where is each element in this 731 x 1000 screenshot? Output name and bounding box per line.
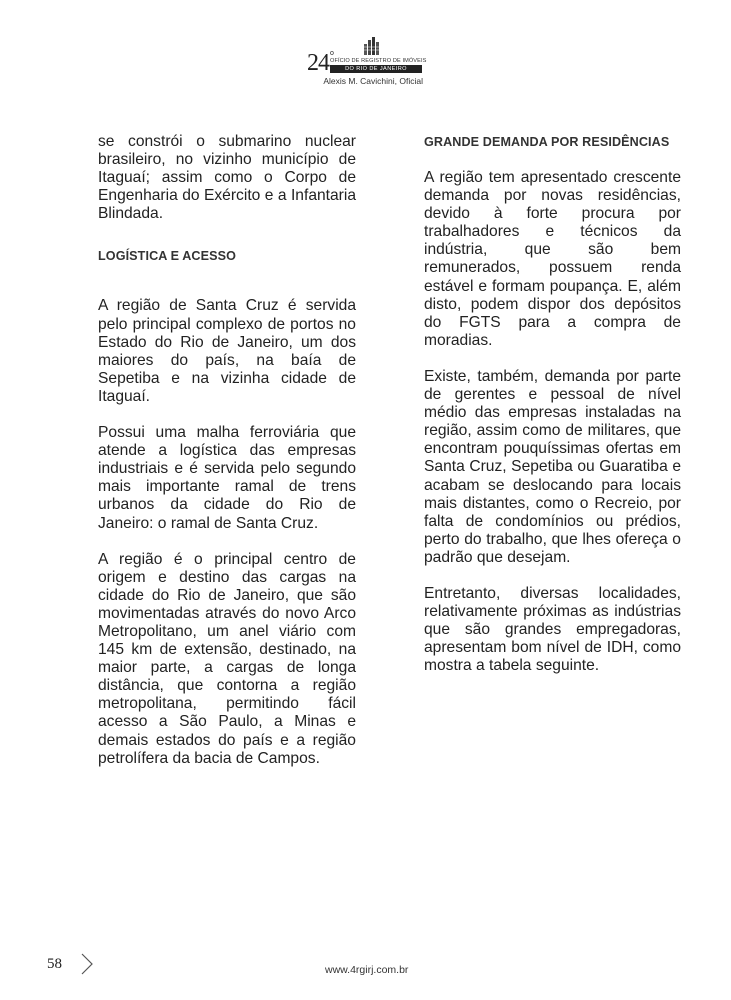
logo-numeral: 24 [307,50,329,76]
right-column [424,133,681,675]
logo-city-name: DO RIO DE JANEIRO [330,65,422,73]
building-icon [363,37,381,55]
officer-name: Alexis M. Cavichini, Oficial [323,76,423,86]
paragraph-managers: Existe, também, demanda por parte de gerentes e pessoal de nível médio das empresas instaladas na região, assim como de militares, que encontram pouquíssimas ofertas em Santa Cruz, Sepetiba ou Guaratiba e acabam se deslocando para locais mais distantes, como o Recreio, por falta de condomínios ou prédios, perto do trabalho, que lhes ofereça o padrão que desejam. [424,367,681,566]
paragraph-demand: A região tem apresentado crescente demanda por novas residências, devido à forte procura por trabalhadores e técnicos da indústria, que são bem remunerados, possuem renda estável e formam poupança. E, além disto, podem dispor dos depósitos do FGTS para a compra de moradias. [424,169,681,349]
paragraph-submarine: se constrói o submarino nuclear brasileiro, no vizinho município de Itaguaí; assim como o Corpo de Engenharia do Exército e a Infantaria Blindada. [98,133,356,223]
website-url[interactable]: www.4rgirj.com.br [325,964,409,976]
left-column [98,133,356,768]
heading-logistics: LOGÍSTICA E ACESSO [98,249,237,264]
registry-logo [307,37,427,89]
chevron-right-icon [80,953,94,975]
paragraph-cargo: A região é o principal centro de origem e destino das cargas na cidade do Rio de Janeiro, que são movimentadas através do novo Arco Metropolitano, um anel viário com 145 km de extensão, destinado, na maior parte, a cargas de longa distância, que contorna a região metropolitana, permitindo fácil acesso a São Paulo, a Minas e demais estados do país e a região petrolífera da bacia de Campos. [98,550,356,767]
page-number: 58 [47,956,62,972]
paragraph-railway: Possui uma malha ferroviária que atende a logística das empresas industriais e é servida pelo segundo mais importante ramal de trens urbanos da cidade do Rio de Janeiro: o ramal de Santa Cruz. [98,424,356,532]
logo-superscript: o [330,50,334,57]
heading-housing-demand: GRANDE DEMANDA POR RESIDÊNCIAS [424,135,670,149]
logo-registry-name: OFÍCIO DE REGISTRO DE IMÓVEIS [330,58,427,64]
paragraph-ports: A região de Santa Cruz é servida pelo principal complexo de portos no Estado do Rio de Janeiro, um dos maiores do país, na baía de Sepetiba e na vizinha cidade de Itaguaí. [98,297,356,405]
paragraph-idh: Entretanto, diversas localidades, relativamente próximas as indústrias que são grandes empregadoras, apresentam bom nível de IDH, como mostra a tabela seguinte. [424,584,681,675]
